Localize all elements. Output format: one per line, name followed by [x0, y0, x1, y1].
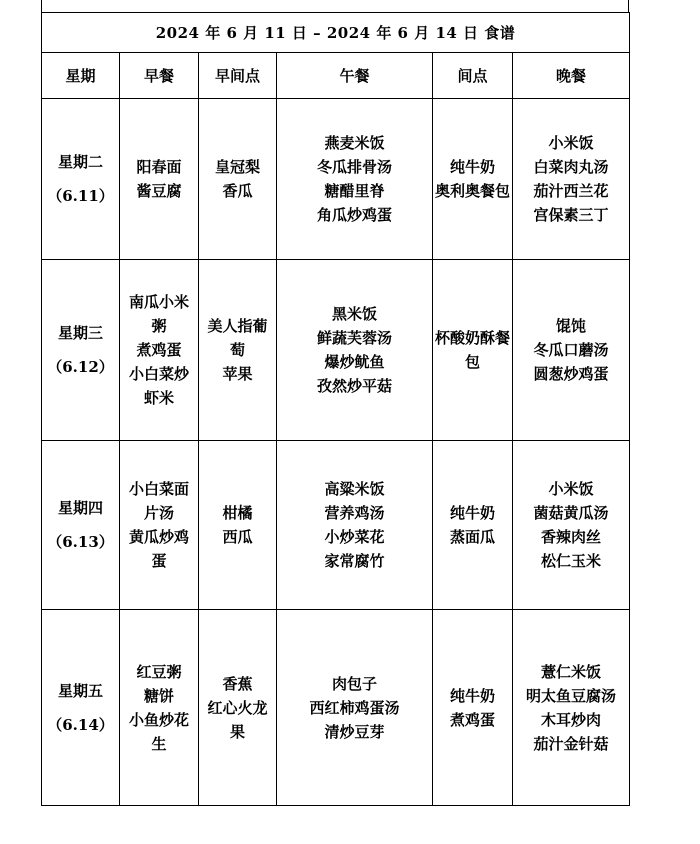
- morning-snack-cell: [199, 260, 277, 441]
- lunch-cell: [277, 610, 433, 806]
- menu-item-line: 鲜蔬芙蓉汤: [316, 329, 392, 347]
- menu-item-line: 冬瓜口蘑汤: [533, 341, 609, 359]
- menu-item-line: 阳春面: [136, 158, 182, 176]
- weekday-label: 星期五: [57, 681, 103, 700]
- weekday-cell: [42, 441, 120, 610]
- menu-item-line: 肉包子: [331, 674, 377, 693]
- menu-item-line: 松仁玉米: [541, 552, 602, 570]
- header-breakfast: 早餐: [120, 53, 199, 99]
- weekday-cell: [42, 99, 120, 260]
- lunch-items: [279, 131, 430, 227]
- dinner-items: [515, 660, 627, 756]
- menu-item-line: 杯酸奶酥餐包: [435, 329, 511, 371]
- afternoon-snack-items: [435, 155, 510, 203]
- day-row-tuesday: [42, 99, 630, 260]
- day-row-friday: [42, 610, 630, 806]
- menu-item-line: 明太鱼豆腐汤: [526, 686, 617, 705]
- afternoon-snack-items: [435, 684, 510, 732]
- breakfast-cell: [120, 610, 199, 806]
- menu-item-line: 美人指葡萄: [207, 317, 268, 359]
- menu-item-line: 南瓜小米粥: [128, 293, 189, 335]
- afternoon-snack-items: [435, 326, 510, 374]
- menu-item-line: 薏仁米饭: [541, 662, 602, 681]
- morning-snack-cell: [199, 610, 277, 806]
- menu-item-line: 白菜肉丸汤: [533, 158, 609, 176]
- header-lunch: 午餐: [277, 53, 433, 99]
- breakfast-cell: [120, 260, 199, 441]
- menu-item-line: 西红柿鸡蛋汤: [309, 698, 400, 717]
- weekly-menu-table: [41, 12, 630, 806]
- menu-item-line: 小鱼炒花生: [128, 710, 189, 753]
- morning-snack-items: [201, 501, 274, 549]
- dinner-cell: [513, 260, 630, 441]
- header-dinner: 晚餐: [513, 53, 630, 99]
- menu-item-line: 清炒豆芽: [324, 722, 385, 741]
- weekday-cell: [42, 260, 120, 441]
- dinner-items: [515, 477, 627, 573]
- menu-item-line: 糖醋里脊: [324, 182, 385, 200]
- menu-item-line: 奥利奥餐包: [435, 182, 511, 200]
- menu-item-line: 皇冠梨: [214, 158, 260, 176]
- menu-title: 2024 年 6 月 11 日 – 2024 年 6 月 14 日 食谱: [42, 13, 630, 53]
- breakfast-items: [122, 660, 196, 756]
- menu-item-line: 圆葱炒鸡蛋: [533, 365, 609, 383]
- morning-snack-items: [201, 314, 274, 386]
- menu-item-line: 蒸面瓜: [449, 528, 495, 546]
- weekday-label: 星期三: [57, 324, 103, 342]
- menu-item-line: 煮鸡蛋: [136, 341, 182, 359]
- dinner-cell: [513, 610, 630, 806]
- morning-snack-items: [201, 672, 274, 744]
- afternoon-snack-cell: [433, 260, 513, 441]
- menu-item-line: 煮鸡蛋: [449, 710, 495, 729]
- menu-item-line: 香蕉: [222, 674, 253, 693]
- header-weekday: 星期: [42, 53, 120, 99]
- menu-item-line: 糖饼: [143, 686, 174, 705]
- breakfast-cell: [120, 441, 199, 610]
- menu-item-line: 小炒菜花: [324, 528, 385, 546]
- dinner-items: [515, 314, 627, 386]
- right-margin-mark: [628, 0, 629, 12]
- menu-item-line: 爆炒鱿鱼: [324, 353, 385, 371]
- menu-item-line: 纯牛奶: [449, 504, 495, 522]
- menu-item-line: 柑橘: [222, 504, 253, 522]
- menu-item-line: 冬瓜排骨汤: [316, 158, 392, 176]
- lunch-cell: [277, 260, 433, 441]
- day-row-wednesday: [42, 260, 630, 441]
- lunch-items: [279, 477, 430, 573]
- menu-item-line: 孜然炒平菇: [316, 377, 392, 395]
- menu-item-line: 纯牛奶: [449, 158, 495, 176]
- breakfast-items: [122, 477, 196, 573]
- menu-item-line: 小白菜面片汤: [128, 480, 189, 522]
- menu-item-line: 茄汁西兰花: [533, 182, 609, 200]
- lunch-items: [279, 672, 430, 744]
- header-morning-snack: 早间点: [199, 53, 277, 99]
- menu-item-line: 黑米饭: [331, 305, 377, 323]
- menu-item-line: 纯牛奶: [449, 686, 495, 705]
- menu-item-line: 菌菇黄瓜汤: [533, 504, 609, 522]
- menu-item-line: 木耳炒肉: [541, 710, 602, 729]
- lunch-items: [279, 302, 430, 398]
- menu-item-line: 西瓜: [222, 528, 253, 546]
- header-afternoon-snack: 间点: [433, 53, 513, 99]
- menu-item-line: 燕麦米饭: [324, 134, 385, 152]
- lunch-cell: [277, 441, 433, 610]
- menu-item-line: 酱豆腐: [136, 182, 182, 200]
- menu-item-line: 红豆粥: [136, 662, 182, 681]
- afternoon-snack-cell: [433, 99, 513, 260]
- menu-item-line: 角瓜炒鸡蛋: [316, 206, 392, 224]
- weekday-label: 星期四: [57, 499, 103, 517]
- date-label: （6.14）: [47, 715, 114, 734]
- menu-item-line: 小白菜炒虾米: [128, 365, 189, 407]
- afternoon-snack-cell: [433, 441, 513, 610]
- morning-snack-items: [201, 155, 274, 203]
- date-label: （6.13）: [47, 533, 114, 551]
- morning-snack-cell: [199, 99, 277, 260]
- breakfast-items: [122, 290, 196, 410]
- menu-item-line: 香瓜: [222, 182, 253, 200]
- date-label: （6.11）: [47, 187, 114, 205]
- menu-item-line: 家常腐竹: [324, 552, 385, 570]
- day-row-thursday: [42, 441, 630, 610]
- menu-item-line: 小米饭: [548, 134, 594, 152]
- lunch-cell: [277, 99, 433, 260]
- menu-item-line: 小米饭: [548, 480, 594, 498]
- menu-item-line: 营养鸡汤: [324, 504, 385, 522]
- afternoon-snack-cell: [433, 610, 513, 806]
- dinner-items: [515, 131, 627, 227]
- menu-item-line: 苹果: [222, 365, 253, 383]
- menu-item-line: 香辣肉丝: [541, 528, 602, 546]
- morning-snack-cell: [199, 441, 277, 610]
- left-margin-mark: [41, 0, 42, 12]
- date-label: （6.12）: [47, 358, 114, 376]
- afternoon-snack-items: [435, 501, 510, 549]
- weekday-cell: [42, 610, 120, 806]
- breakfast-cell: [120, 99, 199, 260]
- menu-item-line: 茄汁金针菇: [533, 734, 609, 753]
- menu-item-line: 馄饨: [556, 317, 587, 335]
- header-row: [42, 53, 630, 99]
- weekday-label: 星期二: [57, 153, 103, 171]
- dinner-cell: [513, 441, 630, 610]
- dinner-cell: [513, 99, 630, 260]
- breakfast-items: [122, 155, 196, 203]
- menu-item-line: 宫保素三丁: [533, 206, 609, 224]
- menu-item-line: 黄瓜炒鸡蛋: [128, 528, 189, 570]
- menu-item-line: 高粱米饭: [324, 480, 385, 498]
- menu-item-line: 红心火龙果: [207, 698, 268, 741]
